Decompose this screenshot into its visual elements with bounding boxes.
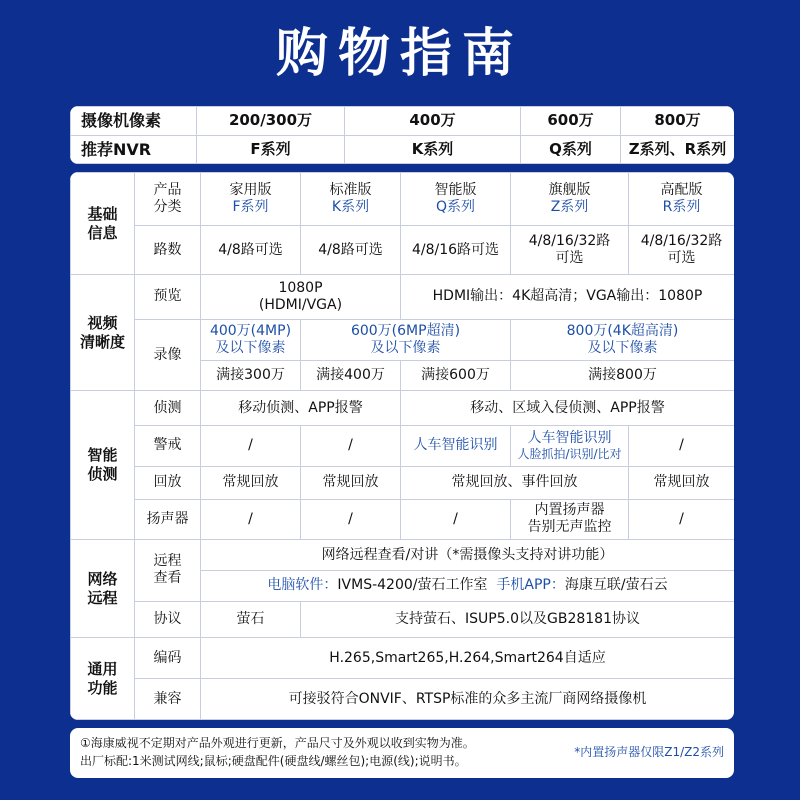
detect-cell: 移动侦测、APP报警 — [201, 391, 401, 426]
category-network: 网络 远程 — [71, 540, 135, 638]
alert-cell: 人车智能识别 — [401, 426, 511, 467]
codec-label: 编码 — [135, 638, 201, 679]
protocol-cell: 支持萤石、ISUP5.0以及GB28181协议 — [301, 601, 735, 638]
playback-cell: 常规回放、事件回放 — [401, 466, 629, 499]
product-cell: 智能版 Q系列 — [401, 173, 511, 226]
playback-cell: 常规回放 — [301, 466, 401, 499]
speaker-cell: / — [401, 499, 511, 540]
full-cell: 满接400万 — [301, 360, 401, 391]
playback-label: 回放 — [135, 466, 201, 499]
product-label: 产品 分类 — [135, 173, 201, 226]
pixel-cell: 600万 — [521, 107, 621, 136]
speaker-cell: 内置扬声器 告别无声监控 — [511, 499, 629, 540]
nvr-cell: F系列 — [197, 135, 345, 164]
protocol-cell: 萤石 — [201, 601, 301, 638]
channels-cell: 4/8路可选 — [201, 226, 301, 275]
preview-cell: 1080P (HDMI/VGA) — [201, 275, 401, 320]
protocol-label: 协议 — [135, 601, 201, 638]
notes-panel — [70, 728, 734, 778]
alert-cell: / — [301, 426, 401, 467]
speaker-cell: / — [629, 499, 735, 540]
product-cell: 标准版 K系列 — [301, 173, 401, 226]
nvr-cell: K系列 — [345, 135, 521, 164]
alert-cell: 人车智能识别 人脸抓拍/识别/比对 — [511, 426, 629, 467]
alert-label: 警戒 — [135, 426, 201, 467]
channels-cell: 4/8路可选 — [301, 226, 401, 275]
channels-cell: 4/8/16路可选 — [401, 226, 511, 275]
preview-cell: HDMI输出：4K超高清；VGA输出：1080P — [401, 275, 735, 320]
record-label: 录像 — [135, 319, 201, 390]
comparison-table — [70, 172, 734, 720]
full-cell: 满接600万 — [401, 360, 511, 391]
product-cell: 家用版 F系列 — [201, 173, 301, 226]
product-cell: 高配版 R系列 — [629, 173, 735, 226]
compat-cell: 可接驳符合ONVIF、RTSP标准的众多主流厂商网络摄像机 — [201, 679, 735, 720]
pixel-cell: 200/300万 — [197, 107, 345, 136]
record-cell: 600万(6MP超清) 及以下像素 — [301, 319, 511, 360]
alert-cell: / — [201, 426, 301, 467]
remote-label: 远程 查看 — [135, 540, 201, 601]
recommend-table — [70, 106, 734, 164]
page-title: 购物指南 — [275, 24, 524, 84]
speaker-label: 扬声器 — [135, 499, 201, 540]
nvr-cell: Q系列 — [521, 135, 621, 164]
full-cell: 满接300万 — [201, 360, 301, 391]
remote-cell: 网络远程查看/对讲（*需摄像头支持对讲功能） — [201, 540, 735, 571]
playback-cell: 常规回放 — [629, 466, 735, 499]
note-line: 出厂标配:1米测试网线;鼠标;硬盘配件(硬盘线/螺丝包);电源(线);说明书。 — [80, 754, 467, 768]
detect-cell: 移动、区域入侵侦测、APP报警 — [401, 391, 735, 426]
pixel-cell: 800万 — [621, 107, 735, 136]
record-cell: 400万(4MP) 及以下像素 — [201, 319, 301, 360]
full-cell: 满接800万 — [511, 360, 735, 391]
category-smart: 智能 侦测 — [71, 391, 135, 540]
remote-cell: 电脑软件：IVMS-4200/萤石工作室 手机APP：海康互联/萤石云 — [201, 570, 735, 601]
alert-cell: / — [629, 426, 735, 467]
channels-cell: 4/8/16/32路 可选 — [511, 226, 629, 275]
channels-cell: 4/8/16/32路 可选 — [629, 226, 735, 275]
note-line: ①海康威视不定期对产品外观进行更新，产品尺寸及外观以收到实物为准。 — [80, 736, 475, 750]
detect-label: 侦测 — [135, 391, 201, 426]
nvr-cell: Z系列、R系列 — [621, 135, 735, 164]
category-basic: 基础 信息 — [71, 173, 135, 275]
pixel-label: 摄像机像素 — [71, 107, 197, 136]
product-cell: 旗舰版 Z系列 — [511, 173, 629, 226]
pixel-cell: 400万 — [345, 107, 521, 136]
preview-label: 预览 — [135, 275, 201, 320]
nvr-label: 推荐NVR — [71, 135, 197, 164]
codec-cell: H.265,Smart265,H.264,Smart264自适应 — [201, 638, 735, 679]
speaker-cell: / — [201, 499, 301, 540]
compat-label: 兼容 — [135, 679, 201, 720]
category-video: 视频 清晰度 — [71, 275, 135, 391]
speaker-cell: / — [301, 499, 401, 540]
playback-cell: 常规回放 — [201, 466, 301, 499]
record-cell: 800万(4K超高清) 及以下像素 — [511, 319, 735, 360]
speaker-note: *内置扬声器仅限Z1/Z2系列 — [574, 745, 724, 759]
channels-label: 路数 — [135, 226, 201, 275]
category-general: 通用 功能 — [71, 638, 135, 720]
